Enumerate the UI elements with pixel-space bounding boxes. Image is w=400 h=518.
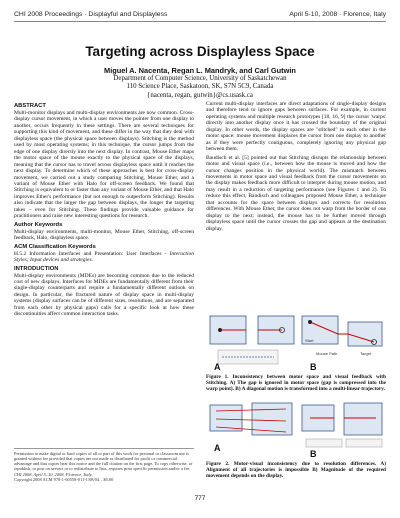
display-right-b (348, 322, 382, 346)
figure-2-illustration (206, 399, 386, 459)
right-paragraph-1: Current multi-display interfaces are direct adaptations of single-display designs and therefore tend to ignore gaps between surfaces. For example, in current operating systems and multiple research prototypes [18, 16, 9] the cursor 'warps' directly into another display once it has crossed the boundary of the original display. In other words, the display spaces are "stitched" to each other in the motor space: mouse movement displaces the cursor from one display to another as if they were perfectly contiguous, completely ignoring any physical gap between them. (206, 101, 386, 153)
figure-1-illustration (206, 312, 386, 372)
figure-1 (206, 312, 386, 393)
header-right: April 5-10, 2008 · Florence, Italy (289, 11, 386, 18)
start-marker-a (218, 328, 222, 332)
affiliation-email: {nacenta, regan, gutwin}@cs.usask.ca (147, 91, 253, 99)
paper-title: Targeting across Displayless Space (85, 44, 315, 59)
keywords-heading: Author Keywords (14, 221, 63, 228)
right-column (206, 101, 386, 234)
target-text: Target (360, 351, 372, 356)
display-low-res-a (210, 405, 242, 431)
left-column (14, 101, 194, 320)
right-paragraph-2: Baudisch et al. [5] pointed out that Stitching disrupts the relationship between motor and visual space (i.e., between how the mouse is moved and how the cursor changes position in the physical world). The mismatch between movements in motor space and visual feedback from the cursor movements on the display makes feedback more difficult to interpret during mouse motion, and may result in a reduction of targeting performance (see Figures 1 and 2). To reduce this effect, Baudisch and colleagues proposed Mouse Ether, a technique that accounts for the space between displays and corrects for resolution differences. With Mouse Ether, the cursor does not warp from the border of one display to the next; instead, the mouse has to be further moved through displayless space until the cursor crosses the gap and appears at the destination display. (206, 154, 386, 232)
header-left: CHI 2008 Proceedings · Displayful and Displayless (14, 11, 168, 18)
figure-1-panel-a (210, 316, 294, 372)
acm-text (14, 251, 194, 264)
title-block (0, 44, 400, 100)
running-header (14, 8, 386, 22)
display-high-res-b (344, 403, 382, 435)
figure-2-panel-a (210, 403, 292, 453)
figure-1-panel-b (302, 316, 382, 372)
permission-notice (14, 448, 194, 482)
mouse-pad-b2 (346, 439, 382, 447)
affiliation-line-2: 110 Science Place, Saskatoon, SK, S7N 5C9, Canada (126, 83, 274, 91)
intro-heading: INTRODUCTION (14, 265, 59, 272)
acm-text-italic: Interaction Styles; Input devices and strategies. (14, 250, 194, 264)
figure-1-label-b: B (310, 362, 317, 372)
figure-1-label-a: A (214, 362, 221, 372)
start-marker-b (308, 320, 312, 324)
permission-text: Permission to make digital or hard copies of all or part of this work for personal or classroom use is granted without fee provided that copies are not made or distributed for profit or commercial advantage and that copies bear this notice and the full citation on the first page. To copy otherwise, or republish, to post on servers or to redistribute to lists, requires prior specific permission and/or a fee. (14, 451, 193, 472)
mouse-pad-b1 (306, 439, 342, 447)
figure-2-caption: Figure 2. Motor-visual inconsistency due to resolution differences. A) Alignment of all trajectories is impossible B) Magnitude of the required movement depends on the display. (206, 461, 386, 480)
figure-2-label-b: B (310, 449, 317, 459)
author-list: Miguel A. Nacenta, Regan L. Mandryk, and Carl Gutwin (104, 66, 296, 75)
abstract-heading: ABSTRACT (14, 103, 46, 109)
acm-text-plain: H.5.2 Information Interfaces and Presentation: User Interfaces - (14, 250, 170, 257)
abstract-text: Multi-monitor displays and multi-display environments are now common. Cross-display cursor movement, in which a user moves the pointer from one display to another, occurs frequently in these settings. There are several techniques for supporting this kind of movement, and these differ in the way that they deal with displayless space (the physical space between displays). Stitching is the method used by most operating systems; in this technique, the cursor jumps from the edge of one display directly into the next display. In contrast, Mouse Ether maps the motor space of the mouse exactly to the physical space of the displays, meaning that the cursor has to travel across displayless space until it reaches the next display. To determine which of these approaches is best for cross-display movement, we carried out a study comparing Stitching, Mouse Ether, and a variant of Mouse Ether with Halo for off-screen feedback. We found that Stitching is equivalent to or faster than any variant of Mouse Ether, and that Halo improves Ether's performance (but not enough to outperform Stitching). Results also indicate that the larger the gap between displays, the longer the targeting takes – even for Stitching. These findings provide valuable guidance for practitioners and raise new interesting questions for research. (14, 110, 194, 220)
permission-copyright: Copyright 2008 ACM 978-1-60558-011-1/08/04…$5.00 (14, 476, 114, 482)
intro-text: Multi-display environments (MDEs) are becoming common due to the reduced cost of new displays. Interfaces for MDEs are fundamentally different from their single-display counterparts and require a fundamentally different outlook on design. In particular, the fractured nature of display space in multi-display systems (display surfaces can be of different sizes, resolutions, and are separated from each other by physical gaps) calls for a specific look at how these discontinuities affect common interaction tasks. (14, 272, 194, 318)
figure-2-panel-b (302, 403, 382, 459)
start-text: Start (305, 338, 314, 343)
acm-heading: ACM Classification Keywords (14, 243, 96, 250)
figure-2-label-a: A (214, 443, 221, 453)
keywords-text: Multi-display environments, multi-monitor, Mouse Ether, Stitching, off-screen feedback, Halo, displayless space. (14, 228, 194, 242)
figure-1-caption: Figure 1. Inconsistency between motor space and visual feedback with Stitching. A) The gap is ignored in motor space (gap is compressed into the warp point). B) A diagonal motion is transformed into a multi-linear trajectory. (206, 374, 386, 393)
mouse-path-text: Mouse Path (316, 351, 338, 356)
page-number: 777 (194, 495, 206, 502)
permission-conference: CHI 2008, April 5–10, 2008, Florence, Italy. (14, 471, 93, 477)
affiliation-line-1: Department of Computer Science, University of Saskatchewan (113, 75, 287, 82)
figure-2 (206, 399, 386, 480)
